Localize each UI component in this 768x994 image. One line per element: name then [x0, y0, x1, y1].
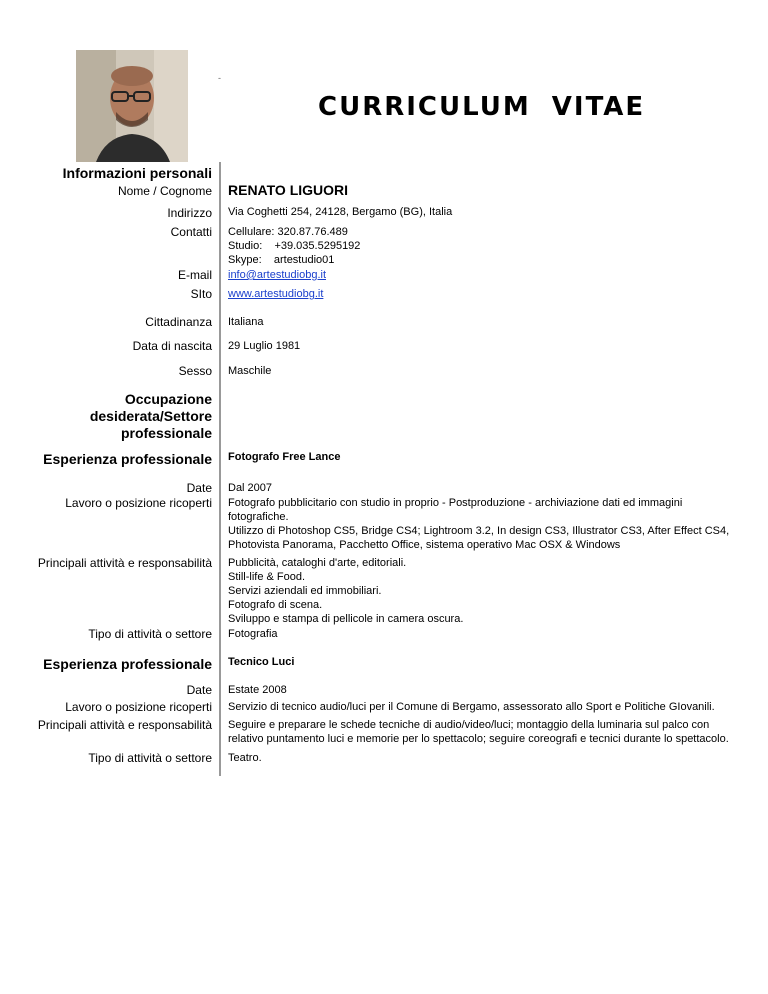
exp2-date-value: Estate 2008 — [228, 684, 287, 696]
birth-value: 29 Luglio 1981 — [228, 340, 301, 352]
exp1-role-line-2: fotografiche. — [228, 511, 289, 523]
exp2-activity-line-2: relativo puntamento luci e memorie per lo spettacolo; seguire coreografi e tecnici durante lo spettacolo. — [228, 733, 729, 745]
exp2-activity-line-1: Seguire e preparare le schede tecniche di audio/video/luci; montaggio della luminaria sul palco con — [228, 719, 710, 731]
exp1-activity-line-2: Still-life & Food. — [228, 571, 306, 583]
exp1-type-label: Tipo di attività o settore — [88, 627, 212, 641]
website-link[interactable]: www.artestudiobg.it — [228, 288, 324, 300]
exp1-activity-line-1: Pubblicità, cataloghi d'arte, editoriali. — [228, 557, 407, 569]
email-label: E-mail — [177, 268, 212, 282]
full-name: RENATO LIGUORI — [228, 182, 349, 198]
section-experience-2: Esperienza professionale — [43, 656, 212, 672]
exp1-date-value: Dal 2007 — [228, 482, 273, 494]
occupation-line-1: Occupazione — [124, 391, 212, 407]
contacts-block — [228, 225, 360, 267]
decorative-dot: - — [218, 73, 221, 83]
email-link[interactable]: info@artestudiobg.it — [228, 269, 327, 281]
page-title: CURRICULUM VITAE — [318, 92, 646, 122]
exp1-activity-line-4: Fotografo di scena. — [228, 599, 323, 611]
section-occupation — [90, 391, 212, 442]
sex-label: Sesso — [178, 364, 212, 378]
occupation-line-3: professionale — [120, 425, 212, 441]
exp2-activities-value — [228, 718, 729, 746]
address-text: Via Coghetti 254, 24128, Bergamo (BG), Italia — [228, 206, 453, 218]
exp1-activities-label: Principali attività e responsabilità — [37, 556, 212, 570]
contacts-label: Contatti — [170, 225, 212, 239]
citizenship-value: Italiana — [228, 316, 264, 328]
section-personal-info: Informazioni personali — [62, 165, 212, 181]
occupation-line-2: desiderata/Settore — [89, 408, 212, 424]
exp1-role-line-4: Photovista Panorama, Pacchetto Office, sistema operativo Mac OSX & Windows — [228, 539, 621, 551]
exp1-activity-line-3: Servizi aziendali ed immobiliari. — [228, 585, 382, 597]
exp2-role-value: Servizio di tecnico audio/luci per il Comune di Bergamo, assessorato allo Sport e Politiche GIovanili. — [228, 701, 715, 713]
column-divider — [219, 162, 221, 776]
exp2-type-label: Tipo di attività o settore — [88, 751, 212, 765]
studio-phone-text: Studio: +39.035.5295192 — [228, 240, 361, 252]
email-value — [228, 268, 326, 282]
exp1-date-label: Date — [186, 481, 212, 495]
exp2-date-label: Date — [186, 683, 212, 697]
profile-photo — [76, 50, 188, 162]
exp2-type-value: Teatro. — [228, 752, 262, 764]
exp1-activities-value — [228, 556, 463, 626]
site-label: SIto — [190, 287, 212, 301]
exp2-activities-label: Principali attività e responsabilità — [37, 718, 212, 732]
exp1-activity-line-5: Sviluppo e stampa di pellicole in camera oscura. — [228, 613, 464, 625]
birth-label: Data di nascita — [132, 339, 212, 353]
experience-2-title: Tecnico Luci — [228, 656, 295, 668]
exp1-type-value: Fotografia — [228, 628, 278, 640]
sex-value: Maschile — [228, 365, 272, 377]
exp2-role-label: Lavoro o posizione ricoperti — [65, 700, 212, 714]
site-value — [228, 287, 323, 301]
exp1-role-line-1: Fotografo pubblicitario con studio in proprio - Postproduzione - archiviazione dati ed immagini — [228, 497, 683, 509]
skype-text: Skype: artestudio01 — [228, 254, 335, 266]
exp1-role-label: Lavoro o posizione ricoperti — [65, 496, 212, 510]
address-value — [228, 205, 452, 219]
experience-1-title: Fotografo Free Lance — [228, 451, 341, 463]
citizenship-label: Cittadinanza — [145, 315, 212, 329]
address-label: Indirizzo — [167, 206, 212, 220]
section-experience-1: Esperienza professionale — [43, 451, 212, 467]
exp1-role-line-3: Utilizzo di Photoshop CS5, Bridge CS4; Lightroom 3.2, In design CS3, Illustrator CS3, After Effect CS4, — [228, 525, 730, 537]
name-label: Nome / Cognome — [117, 184, 212, 198]
cellulare-text: Cellulare: 320.87.76.489 — [228, 226, 348, 238]
exp1-role-value — [228, 496, 729, 552]
